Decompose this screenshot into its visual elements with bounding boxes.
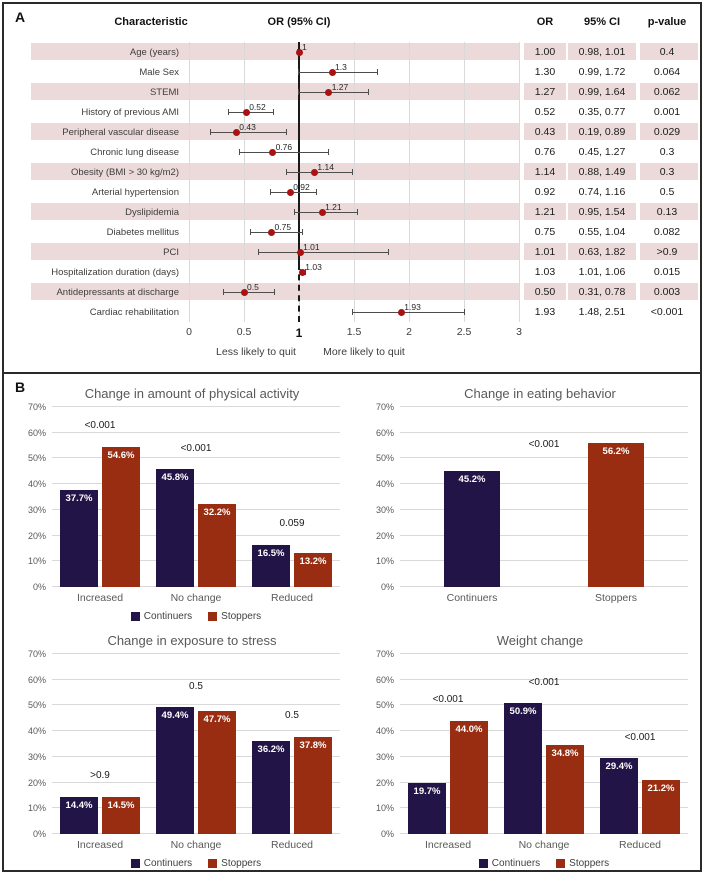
y-tick-label: 50% (27, 700, 46, 711)
or-point-label: 0.52 (249, 102, 266, 112)
or-value: 1.93 (534, 306, 556, 318)
bar-continuers (60, 797, 98, 834)
bar-value-label: 13.2% (299, 556, 327, 568)
legend-label: Stoppers (221, 611, 262, 622)
ci-cap-right (377, 69, 378, 75)
bar-continuers (60, 490, 98, 587)
ci-cap-left (270, 189, 271, 195)
x-axis-tick-label: 1.5 (346, 326, 362, 338)
panel-b-bar-charts (4, 374, 700, 868)
chart-plot-area (27, 402, 340, 592)
x-axis-tick-label: 1 (295, 326, 303, 340)
legend-item-continuers (479, 858, 540, 869)
bar-stoppers (450, 721, 488, 834)
bar-group (52, 654, 148, 834)
bar-stoppers (642, 780, 680, 835)
bar-stoppers (294, 737, 332, 834)
panel-a-label: A (15, 9, 26, 25)
y-tick-label: 10% (375, 803, 394, 814)
y-tick-label: 20% (375, 777, 394, 788)
or-point-label: 0.92 (293, 182, 310, 192)
ci-value: 0.19, 0.89 (578, 126, 626, 138)
legend-swatch (208, 612, 217, 621)
p-value-label: <0.001 (624, 731, 656, 743)
y-tick-label: 50% (375, 453, 394, 464)
y-tick-label: 30% (375, 504, 394, 515)
y-tick-label: 20% (27, 777, 46, 788)
y-tick-label: 50% (27, 453, 46, 464)
y-tick-label: 40% (27, 726, 46, 737)
bar-group (592, 654, 688, 834)
category-label: Reduced (270, 839, 314, 851)
ci-value: 0.99, 1.72 (578, 66, 626, 78)
forest-row-label: Arterial hypertension (91, 187, 179, 198)
chart-plot-area (375, 402, 688, 592)
forest-row-label: Obesity (BMI > 30 kg/m2) (71, 167, 179, 178)
y-tick-label: 20% (27, 530, 46, 541)
or-value: 1.00 (534, 46, 556, 58)
y-tick-label: 60% (27, 427, 46, 438)
ci-cap-left (294, 209, 295, 215)
ci-cap-right (368, 89, 369, 95)
p-value: 0.064 (653, 66, 681, 78)
y-tick-label: 60% (375, 427, 394, 438)
y-tick-label: 50% (375, 700, 394, 711)
bar-group (244, 407, 340, 587)
or-value: 1.30 (534, 66, 556, 78)
ci-cap-left (239, 149, 240, 155)
ci-cap-right (302, 229, 303, 235)
ci-bar (210, 132, 287, 133)
legend-label: Stoppers (221, 858, 262, 869)
p-value-label: >0.9 (90, 770, 110, 782)
ci-value: 0.63, 1.82 (578, 246, 626, 258)
ci-cap-right (352, 169, 353, 175)
bar-group (496, 654, 592, 834)
or-value: 0.92 (534, 186, 556, 198)
x-gridline (189, 42, 190, 322)
ci-cap-left (286, 169, 287, 175)
p-value: 0.062 (653, 86, 681, 98)
or-value: 0.76 (534, 146, 556, 158)
x-gridline (464, 42, 465, 322)
x-gridline (354, 42, 355, 322)
category-label: No change (518, 839, 570, 851)
y-tick-label: 40% (27, 479, 46, 490)
figure-frame (2, 2, 702, 872)
bar-value-label: 16.5% (257, 547, 285, 559)
ci-cap-left (352, 309, 353, 315)
reference-line-solid (298, 42, 300, 264)
or-value: 0.43 (534, 126, 556, 138)
y-tick-label: 70% (375, 402, 394, 412)
bar-groups (52, 654, 340, 834)
y-tick-label: 40% (375, 726, 394, 737)
chart-legend (400, 858, 688, 869)
x-gridline (244, 42, 245, 322)
or-point-label: 0.43 (239, 122, 256, 132)
or-value: 0.75 (534, 226, 556, 238)
p-value-label: 0.5 (285, 710, 299, 722)
forest-row-label: Chronic lung disease (90, 147, 179, 158)
x-axis-label-left: Less likely to quit (216, 346, 296, 358)
p-value: 0.015 (653, 266, 681, 278)
p-value: 0.3 (659, 146, 675, 158)
ci-bar (286, 172, 353, 173)
category-labels (52, 592, 340, 604)
p-value-label: 0.5 (189, 680, 203, 692)
bar-value-label: 37.7% (65, 493, 93, 505)
bar-group (400, 407, 544, 587)
forest-row-label: Dyslipidemia (125, 207, 179, 218)
column-header-95ci: 95% CI (583, 16, 621, 28)
y-tick-label: 0% (380, 582, 394, 592)
forest-row-label: Male Sex (139, 67, 179, 78)
bar-stoppers (198, 711, 236, 834)
category-labels (400, 592, 688, 604)
p-value: 0.003 (653, 286, 681, 298)
bar-value-label: 36.2% (257, 743, 285, 755)
bar-continuers (408, 783, 446, 834)
bar-value-label: 34.8% (551, 747, 579, 759)
ci-value: 1.48, 2.51 (578, 306, 626, 318)
y-tick-label: 20% (375, 530, 394, 541)
y-tick-label: 60% (27, 674, 46, 685)
bar-groups (400, 407, 688, 587)
bar-continuers (252, 545, 290, 587)
p-value-label: <0.001 (180, 442, 212, 454)
ci-cap-right (388, 249, 389, 255)
bar-value-label: 45.2% (458, 473, 486, 485)
ci-value: 0.99, 1.64 (578, 86, 626, 98)
bar-value-label: 32.2% (203, 507, 231, 519)
or-point-label: 1.03 (305, 262, 322, 272)
legend-label: Continuers (143, 611, 193, 622)
or-point-label: 0.76 (275, 142, 293, 152)
x-gridline (409, 42, 410, 322)
ci-value: 0.95, 1.54 (578, 206, 626, 218)
ci-cap-left (298, 69, 299, 75)
y-tick-label: 70% (27, 649, 46, 659)
legend-swatch (208, 859, 217, 868)
category-label: No change (170, 592, 222, 604)
chart-cell (352, 374, 700, 621)
chart-title: Change in eating behavior (464, 386, 616, 401)
bar-value-label: 21.2% (647, 782, 675, 794)
p-value: 0.029 (653, 126, 681, 138)
or-point-label: 1.01 (303, 242, 320, 252)
p-value-label: <0.001 (84, 420, 116, 432)
ci-bar (223, 292, 275, 293)
category-labels (400, 839, 688, 851)
category-labels (52, 839, 340, 851)
p-value-label: 0.059 (279, 518, 305, 530)
legend-swatch (556, 859, 565, 868)
ci-cap-right (286, 129, 287, 135)
forest-row-label: PCI (163, 247, 179, 258)
ci-cap-left (228, 109, 229, 115)
bar-stoppers (546, 745, 584, 834)
bar-groups (52, 407, 340, 587)
legend-item-stoppers (556, 858, 609, 869)
forest-row-label: Diabetes mellitus (106, 227, 179, 238)
or-value: 1.27 (534, 86, 556, 98)
p-value: 0.13 (656, 206, 678, 218)
legend-swatch (131, 859, 140, 868)
ci-cap-right (316, 189, 317, 195)
y-tick-label: 30% (375, 751, 394, 762)
ci-value: 0.88, 1.49 (578, 166, 626, 178)
ci-bar (352, 312, 465, 313)
ci-value: 0.31, 0.78 (578, 286, 626, 298)
panel-b-label: B (15, 379, 26, 395)
bar-value-label: 37.8% (299, 739, 327, 751)
bar-value-label: 50.9% (509, 706, 537, 718)
ci-bar (239, 152, 329, 153)
or-point-label: 1.21 (325, 202, 342, 212)
chart-cell (4, 374, 352, 621)
ci-bar (250, 232, 304, 233)
bar-continuers (504, 703, 542, 834)
column-header-or: OR (536, 16, 554, 28)
category-label: Reduced (270, 592, 314, 604)
y-tick-label: 10% (375, 556, 394, 567)
bar-stoppers (102, 447, 140, 587)
y-tick-label: 70% (375, 649, 394, 659)
y-tick-label: 70% (27, 402, 46, 412)
category-label: Increased (76, 839, 124, 851)
or-point-label: 1.27 (331, 82, 349, 92)
y-tick-label: 60% (375, 674, 394, 685)
ci-cap-right (464, 309, 465, 315)
or-point-label: 1.14 (317, 162, 334, 172)
x-axis-tick-label: 3 (516, 326, 522, 338)
legend-item-stoppers (208, 858, 261, 869)
p-value-label: <0.001 (528, 439, 560, 451)
y-tick-label: 0% (32, 829, 46, 839)
bar-continuers (156, 707, 194, 834)
or-point-label: 1.3 (335, 62, 347, 72)
p-value: 0.082 (653, 226, 681, 238)
chart-plot-area (27, 649, 340, 839)
bar-value-label: 45.8% (161, 472, 189, 484)
bar-value-label: 14.4% (65, 799, 93, 811)
x-axis-tick-label: 2.5 (456, 326, 472, 338)
ci-bar (258, 252, 389, 253)
x-axis-tick-label: 0.5 (236, 326, 252, 338)
category-label: Increased (424, 839, 472, 851)
p-value-label: <0.001 (528, 676, 560, 688)
panel-a-forest (4, 4, 700, 374)
ci-bar (294, 212, 359, 213)
bar-value-label: 19.7% (413, 786, 441, 798)
ci-value: 0.45, 1.27 (578, 146, 626, 158)
p-value: 0.001 (653, 106, 681, 118)
bar-value-label: 14.5% (107, 799, 135, 811)
bar-continuers (156, 469, 194, 587)
p-value-label: <0.001 (432, 694, 464, 706)
ci-cap-left (210, 129, 211, 135)
ci-bar (298, 92, 370, 93)
bar-group (148, 654, 244, 834)
p-value: 0.5 (659, 186, 675, 198)
bar-value-label: 56.2% (602, 445, 630, 457)
p-value: 0.4 (659, 46, 675, 58)
category-label: Stoppers (594, 592, 638, 604)
bar-group (400, 654, 496, 834)
bar-continuers (444, 471, 500, 587)
or-point-label: 0.75 (274, 222, 292, 232)
chart-cell (4, 621, 352, 868)
x-axis-tick-label: 2 (406, 326, 412, 338)
or-value: 1.03 (534, 266, 556, 278)
bar-stoppers (588, 443, 644, 588)
forest-row-label: History of previous AMI (81, 107, 179, 118)
ci-value: 0.98, 1.01 (578, 46, 626, 58)
bar-group (148, 407, 244, 587)
bar-group (52, 407, 148, 587)
ci-cap-right (273, 109, 274, 115)
or-point-label: 1 (302, 42, 307, 52)
or-value: 1.14 (534, 166, 556, 178)
bar-value-label: 29.4% (605, 761, 633, 773)
chart-legend (52, 858, 340, 869)
bar-group (244, 654, 340, 834)
ci-bar (298, 72, 378, 73)
bar-continuers (600, 758, 638, 834)
ci-value: 1.01, 1.06 (578, 266, 626, 278)
bar-stoppers (198, 504, 236, 587)
forest-row-label: Peripheral vascular disease (62, 127, 179, 138)
p-value: <0.001 (650, 306, 684, 318)
forest-plot (4, 4, 700, 372)
legend-swatch (131, 612, 140, 621)
or-point-label: 0.5 (247, 282, 259, 292)
or-value: 0.52 (534, 106, 556, 118)
ci-value: 0.35, 0.77 (578, 106, 626, 118)
column-header-or-ci: OR (95% CI) (267, 16, 331, 28)
bar-continuers (252, 741, 290, 834)
legend-label: Continuers (491, 858, 541, 869)
y-tick-label: 10% (27, 803, 46, 814)
ci-cap-right (357, 209, 358, 215)
forest-row-label: Cardiac rehabilitation (89, 307, 179, 318)
forest-row-label: STEMI (149, 87, 179, 98)
ci-value: 0.55, 1.04 (578, 226, 626, 238)
forest-row-label: Age (years) (129, 47, 179, 58)
p-value: >0.9 (656, 246, 678, 258)
ci-cap-left (223, 289, 224, 295)
y-tick-label: 10% (27, 556, 46, 567)
column-header-pvalue: p-value (647, 16, 687, 28)
or-value: 1.01 (534, 246, 556, 258)
x-axis-label-right: More likely to quit (323, 346, 405, 358)
legend-item-continuers (131, 858, 192, 869)
chart-title: Change in amount of physical activity (84, 386, 300, 401)
legend-label: Continuers (143, 858, 193, 869)
chart-plot-area (375, 649, 688, 839)
ci-cap-left (250, 229, 251, 235)
y-tick-label: 40% (375, 479, 394, 490)
column-header-characteristic: Characteristic (114, 16, 188, 28)
or-value: 1.21 (534, 206, 556, 218)
ci-cap-right (274, 289, 275, 295)
bar-value-label: 47.7% (203, 714, 231, 726)
ci-cap-left (258, 249, 259, 255)
or-value: 0.50 (534, 286, 556, 298)
chart-title: Change in exposure to stress (107, 633, 277, 648)
ci-cap-left (298, 89, 299, 95)
y-tick-label: 30% (27, 751, 46, 762)
bar-stoppers (102, 797, 140, 834)
or-point-label: 1.93 (404, 302, 421, 312)
bar-charts-grid (4, 374, 700, 868)
legend-swatch (479, 859, 488, 868)
y-tick-label: 0% (380, 829, 394, 839)
chart-cell (352, 621, 700, 868)
p-value: 0.3 (659, 166, 675, 178)
bar-groups (400, 654, 688, 834)
category-label: Reduced (618, 839, 662, 851)
x-gridline (519, 42, 520, 322)
y-tick-label: 0% (32, 582, 46, 592)
category-label: Increased (76, 592, 124, 604)
ci-value: 0.74, 1.16 (578, 186, 626, 198)
bar-group (544, 407, 688, 587)
y-tick-label: 30% (27, 504, 46, 515)
bar-value-label: 49.4% (161, 709, 189, 721)
forest-row-label: Hospitalization duration (days) (51, 267, 179, 278)
ci-cap-right (328, 149, 329, 155)
category-label: No change (170, 839, 222, 851)
bar-value-label: 44.0% (455, 723, 483, 735)
legend-label: Stoppers (569, 858, 610, 869)
bar-value-label: 54.6% (107, 449, 135, 461)
ci-bar (228, 112, 274, 113)
chart-title: Weight change (496, 633, 584, 648)
bar-stoppers (294, 553, 332, 587)
forest-row-label: Antidepressants at discharge (56, 287, 179, 298)
x-axis-tick-label: 0 (186, 326, 192, 338)
category-label: Continuers (446, 592, 498, 604)
